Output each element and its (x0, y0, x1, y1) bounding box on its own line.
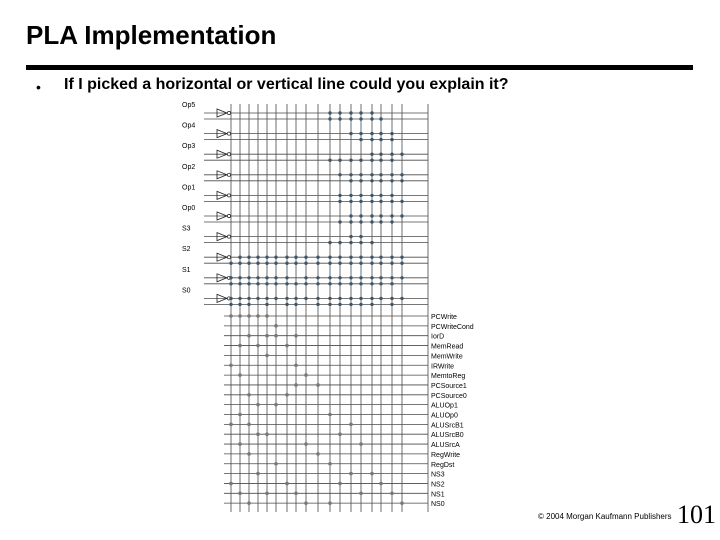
and-plane-dot (316, 282, 319, 285)
and-plane-dot (349, 282, 352, 285)
or-plane-dot (229, 363, 233, 367)
and-plane-dot (400, 297, 403, 300)
and-plane-dot (294, 262, 297, 265)
input-label: S0 (182, 287, 191, 295)
output-label: MemRead (431, 343, 464, 351)
pla-connection-dots (229, 111, 404, 505)
and-plane-dot (238, 256, 241, 259)
and-plane-dot (256, 256, 259, 259)
and-plane-dot (349, 194, 352, 197)
and-plane-dot (390, 256, 393, 259)
and-plane-dot (349, 200, 352, 203)
and-plane-dot (390, 220, 393, 223)
and-plane-dot (370, 117, 373, 120)
or-plane-dot (379, 482, 383, 486)
and-plane-dot (294, 303, 297, 306)
and-plane-dot (338, 117, 341, 120)
and-plane-dot (359, 256, 362, 259)
and-plane-dot (265, 303, 268, 306)
input-label: S2 (182, 246, 191, 254)
and-plane-dot (338, 276, 341, 279)
or-plane-dot (359, 442, 363, 446)
and-plane-dot (256, 276, 259, 279)
and-plane-dot (328, 276, 331, 279)
and-plane-dot (316, 262, 319, 265)
and-plane-dot (370, 276, 373, 279)
and-plane-dot (229, 297, 232, 300)
or-plane-dot (338, 432, 342, 436)
and-plane-dot (256, 262, 259, 265)
inverter-bubble (227, 235, 230, 238)
and-plane-dot (247, 276, 250, 279)
and-plane-dot (370, 194, 373, 197)
and-plane-dot (359, 159, 362, 162)
and-plane-dot (349, 220, 352, 223)
and-plane-dot (349, 241, 352, 244)
or-plane-dot (229, 423, 233, 427)
and-plane-dot (359, 173, 362, 176)
and-plane-dot (390, 297, 393, 300)
or-plane-dot (238, 373, 242, 377)
and-plane-dot (338, 256, 341, 259)
and-plane-dot (328, 159, 331, 162)
inverter-bubble (227, 111, 230, 114)
and-plane-dot (338, 241, 341, 244)
or-plane-dot (328, 501, 332, 505)
and-plane-dot (379, 297, 382, 300)
and-plane-dot (338, 200, 341, 203)
and-plane-dot (370, 159, 373, 162)
and-plane-dot (328, 262, 331, 265)
output-label: PCSource0 (431, 392, 467, 400)
input-label: Op0 (182, 205, 196, 212)
inverter-bubble (227, 256, 230, 259)
and-plane-dot (370, 179, 373, 182)
and-plane-dot (328, 256, 331, 259)
output-label: NS2 (431, 481, 445, 489)
and-plane-dot (229, 262, 232, 265)
and-plane-dot (370, 256, 373, 259)
output-label: PCSource1 (431, 382, 467, 390)
and-plane-dot (390, 179, 393, 182)
and-plane-dot (400, 173, 403, 176)
output-label: IRWrite (431, 363, 455, 371)
and-plane-dot (359, 235, 362, 238)
or-plane-dot (390, 492, 394, 496)
and-plane-dot (359, 282, 362, 285)
and-plane-dot (238, 297, 241, 300)
and-plane-dot (338, 194, 341, 197)
or-plane-dot (265, 334, 269, 338)
or-plane-dot (294, 363, 298, 367)
input-label: Op4 (182, 122, 196, 130)
or-plane-dot (359, 492, 363, 496)
and-plane-dot (338, 173, 341, 176)
input-label: Op2 (182, 163, 196, 171)
and-plane-dot (265, 256, 268, 259)
copyright-notice: © 2004 Morgan Kaufmann Publishers (538, 512, 672, 521)
and-plane-dot (338, 220, 341, 223)
or-plane-dot (256, 472, 260, 476)
or-plane-dot (247, 393, 251, 397)
and-plane-dot (400, 276, 403, 279)
or-plane-dot (238, 413, 242, 417)
and-plane-dot (338, 282, 341, 285)
and-plane-dot (390, 194, 393, 197)
or-plane-dot (304, 373, 308, 377)
output-label: ALUSrcA (431, 442, 460, 450)
output-label: NS1 (431, 491, 445, 499)
or-plane-dot (316, 452, 320, 456)
input-label: Op3 (182, 143, 196, 151)
or-plane-dot (304, 501, 308, 505)
or-plane-dot (256, 344, 260, 348)
and-plane-dot (229, 303, 232, 306)
and-plane-dot (328, 303, 331, 306)
and-plane-dot (349, 276, 352, 279)
and-plane-dot (247, 262, 250, 265)
or-plane-dot (256, 432, 260, 436)
and-plane-dot (238, 282, 241, 285)
and-plane-dot (304, 282, 307, 285)
or-plane-dot (256, 314, 260, 318)
or-plane-dot (256, 403, 260, 407)
input-label: Op1 (182, 184, 196, 192)
and-plane-dot (379, 159, 382, 162)
or-plane-dot (274, 462, 278, 466)
and-plane-dot (370, 153, 373, 156)
and-plane-dot (370, 303, 373, 306)
and-plane-dot (379, 256, 382, 259)
slide-title: PLA Implementation (26, 20, 277, 50)
and-plane-dot (359, 303, 362, 306)
or-plane-dot (247, 452, 251, 456)
and-plane-dot (379, 194, 382, 197)
and-plane-dot (379, 220, 382, 223)
and-plane-dot (304, 297, 307, 300)
and-plane-dot (379, 117, 382, 120)
and-plane-dot (379, 214, 382, 217)
or-plane-dot (265, 314, 269, 318)
and-plane-dot (370, 173, 373, 176)
and-plane-dot (370, 132, 373, 135)
and-plane-dot (379, 173, 382, 176)
and-plane-dot (359, 138, 362, 141)
or-plane-dot (294, 383, 298, 387)
input-label: S1 (182, 266, 191, 274)
and-plane-dot (390, 132, 393, 135)
and-plane-dot (349, 256, 352, 259)
and-plane-dot (294, 282, 297, 285)
and-plane-dot (294, 297, 297, 300)
or-plane-dot (265, 432, 269, 436)
or-plane-dot (338, 482, 342, 486)
and-plane-dot (338, 303, 341, 306)
output-label: RegDst (431, 461, 455, 469)
and-plane-dot (390, 303, 393, 306)
and-plane-dot (390, 262, 393, 265)
inverter-bubble (227, 194, 230, 197)
and-plane-dot (265, 262, 268, 265)
pla-grid (204, 104, 428, 512)
pla-diagram (178, 100, 500, 514)
and-plane-dot (370, 262, 373, 265)
output-label: NS0 (431, 501, 445, 509)
and-plane-dot (349, 262, 352, 265)
and-plane-dot (247, 297, 250, 300)
and-plane-dot (328, 297, 331, 300)
input-label: Op5 (182, 102, 196, 109)
and-plane-dot (370, 241, 373, 244)
or-plane-dot (349, 472, 353, 476)
output-label: MemWrite (431, 353, 463, 361)
and-plane-dot (359, 241, 362, 244)
and-plane-dot (349, 132, 352, 135)
and-plane-dot (285, 282, 288, 285)
or-plane-dot (370, 472, 374, 476)
output-label: PCWriteCond (431, 323, 474, 331)
and-plane-dot (265, 282, 268, 285)
or-plane-dot (349, 423, 353, 427)
and-plane-dot (304, 276, 307, 279)
or-plane-dot (238, 442, 242, 446)
input-label: S3 (182, 225, 191, 233)
and-plane-dot (247, 282, 250, 285)
and-plane-dot (304, 256, 307, 259)
and-plane-dot (359, 111, 362, 114)
and-plane-dot (379, 132, 382, 135)
and-plane-dot (338, 111, 341, 114)
and-plane-dot (285, 276, 288, 279)
or-plane-dot (285, 393, 289, 397)
and-plane-dot (349, 111, 352, 114)
and-plane-dot (285, 262, 288, 265)
and-plane-dot (400, 256, 403, 259)
inverter-bubble (227, 214, 230, 217)
or-plane-dot (229, 314, 233, 318)
and-plane-dot (349, 303, 352, 306)
and-plane-dot (338, 297, 341, 300)
and-plane-dot (379, 282, 382, 285)
and-plane-dot (256, 282, 259, 285)
output-label: ALUOp1 (431, 402, 458, 410)
and-plane-dot (400, 262, 403, 265)
and-plane-dot (370, 138, 373, 141)
or-plane-dot (247, 501, 251, 505)
or-plane-dot (265, 492, 269, 496)
or-plane-dot (316, 383, 320, 387)
and-plane-dot (359, 132, 362, 135)
or-plane-dot (294, 492, 298, 496)
page-number: 101 (677, 500, 716, 529)
and-plane-dot (359, 194, 362, 197)
and-plane-dot (338, 159, 341, 162)
or-plane-dot (328, 462, 332, 466)
and-plane-dot (359, 220, 362, 223)
and-plane-dot (359, 262, 362, 265)
and-plane-dot (316, 303, 319, 306)
and-plane-dot (304, 262, 307, 265)
and-plane-dot (285, 256, 288, 259)
or-plane-dot (400, 501, 404, 505)
title-underline (26, 65, 693, 70)
or-plane-dot (285, 344, 289, 348)
and-plane-dot (349, 117, 352, 120)
and-plane-dot (238, 262, 241, 265)
and-plane-dot (265, 297, 268, 300)
or-plane-dot (304, 442, 308, 446)
and-plane-dot (328, 117, 331, 120)
or-plane-dot (294, 334, 298, 338)
and-plane-dot (349, 297, 352, 300)
and-plane-dot (390, 200, 393, 203)
and-plane-dot (400, 214, 403, 217)
and-plane-dot (349, 159, 352, 162)
and-plane-dot (390, 282, 393, 285)
question-text: If I picked a horizontal or vertical line could you explain it? (64, 76, 509, 93)
and-plane-dot (390, 276, 393, 279)
and-plane-dot (349, 173, 352, 176)
and-plane-dot (274, 282, 277, 285)
output-label: ALUSrcB0 (431, 432, 464, 440)
pla-output-labels (431, 314, 474, 508)
output-label: ALUSrcB1 (431, 422, 464, 430)
and-plane-dot (294, 256, 297, 259)
and-plane-dot (338, 262, 341, 265)
and-plane-dot (265, 276, 268, 279)
bullet-point: • (36, 79, 41, 95)
and-plane-dot (256, 297, 259, 300)
or-plane-dot (238, 344, 242, 348)
and-plane-dot (400, 179, 403, 182)
or-plane-dot (247, 334, 251, 338)
and-plane-dot (359, 117, 362, 120)
and-plane-dot (328, 241, 331, 244)
output-label: ALUOp0 (431, 412, 458, 420)
and-plane-dot (274, 297, 277, 300)
and-plane-dot (359, 276, 362, 279)
inverter-bubble (227, 173, 230, 176)
and-plane-dot (229, 276, 232, 279)
or-plane-dot (247, 314, 251, 318)
or-plane-dot (229, 482, 233, 486)
and-plane-dot (316, 256, 319, 259)
and-plane-dot (379, 179, 382, 182)
and-plane-dot (316, 297, 319, 300)
and-plane-dot (274, 276, 277, 279)
and-plane-dot (370, 214, 373, 217)
and-plane-dot (370, 200, 373, 203)
or-plane-dot (285, 482, 289, 486)
and-plane-dot (379, 153, 382, 156)
and-plane-dot (390, 138, 393, 141)
and-plane-dot (359, 214, 362, 217)
and-plane-dot (379, 276, 382, 279)
and-plane-dot (229, 282, 232, 285)
and-plane-dot (285, 297, 288, 300)
output-label: NS3 (431, 471, 445, 479)
and-plane-dot (247, 256, 250, 259)
and-plane-dot (359, 200, 362, 203)
and-plane-dot (400, 200, 403, 203)
or-plane-dot (238, 492, 242, 496)
or-plane-dot (328, 413, 332, 417)
and-plane-dot (390, 173, 393, 176)
or-plane-dot (265, 354, 269, 358)
and-plane-dot (390, 159, 393, 162)
output-label: MemtoReg (431, 373, 466, 381)
and-plane-dot (370, 282, 373, 285)
and-plane-dot (390, 214, 393, 217)
and-plane-dot (316, 276, 319, 279)
and-plane-dot (274, 262, 277, 265)
and-plane-dot (400, 153, 403, 156)
and-plane-dot (328, 282, 331, 285)
and-plane-dot (238, 303, 241, 306)
and-plane-dot (370, 111, 373, 114)
and-plane-dot (379, 138, 382, 141)
and-plane-dot (370, 297, 373, 300)
inverter-bubble (227, 153, 230, 156)
or-plane-dot (238, 314, 242, 318)
or-plane-dot (274, 403, 278, 407)
and-plane-dot (328, 111, 331, 114)
output-label: RegWrite (431, 451, 461, 459)
and-plane-dot (349, 179, 352, 182)
and-plane-dot (349, 214, 352, 217)
and-plane-dot (359, 297, 362, 300)
inverter-bubble (227, 132, 230, 135)
and-plane-dot (370, 220, 373, 223)
or-plane-dot (247, 423, 251, 427)
output-label: IorD (431, 333, 445, 341)
or-plane-dot (274, 324, 278, 328)
and-plane-dot (390, 153, 393, 156)
and-plane-dot (247, 303, 250, 306)
and-plane-dot (274, 256, 277, 259)
and-plane-dot (238, 276, 241, 279)
or-plane-dot (274, 334, 278, 338)
and-plane-dot (379, 262, 382, 265)
and-plane-dot (359, 179, 362, 182)
and-plane-dot (379, 200, 382, 203)
and-plane-dot (285, 303, 288, 306)
output-label: PCWrite (431, 314, 457, 321)
pla-input-labels (182, 102, 195, 294)
and-plane-dot (349, 235, 352, 238)
